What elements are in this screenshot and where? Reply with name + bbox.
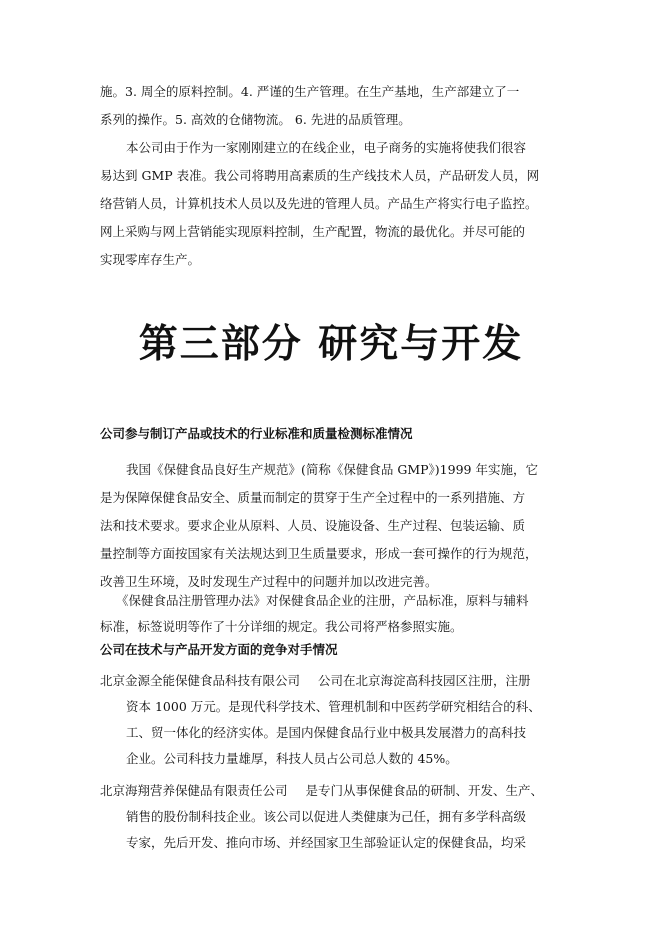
intro-paragraph-1 bbox=[100, 78, 560, 134]
text-line: 本公司由于作为一家刚刚建立的在线企业，电子商务的实施将使我们很容 bbox=[126, 140, 527, 155]
text-line: 法和技术要求。要求企业从原料、人员、设施设备、生产过程、包装运输、质 bbox=[100, 518, 526, 533]
competitor-name: 北京金源全能保健食品科技有限公司 bbox=[100, 673, 301, 688]
section-title: 第三部分 研究与开发 bbox=[138, 322, 524, 367]
heading-competitors: 公司在技术与产品开发方面的竞争对手情况 bbox=[100, 642, 338, 657]
text-line: 络营销人员，计算机技术人员以及先进的管理人员。产品生产将实行电子监控。 bbox=[100, 196, 538, 211]
text-line: 改善卫生环境，及时发现生产过程中的问题并加以改进完善。 bbox=[100, 574, 438, 589]
competitor-first-line bbox=[100, 778, 560, 804]
heading-industry-standards: 公司参与制订产品或技术的行业标准和质量检测标准情况 bbox=[100, 426, 413, 441]
standards-paragraph-1 bbox=[100, 456, 560, 596]
text-line: 是为保障保健食品安全、质量而制定的贯穿于生产全过程中的一系列措施、方 bbox=[100, 490, 526, 505]
text-line: 《保健食品注册管理办法》对保健食品企业的注册，产品标准，原料与辅料 bbox=[116, 593, 529, 608]
text-line: 系列的操作。5. 高效的仓储物流。 6. 先进的品质管理。 bbox=[100, 112, 411, 127]
competitor-entry bbox=[100, 778, 560, 856]
text-line: 网上采购与网上营销能实现原料控制，生产配置，物流的最优化。并尽可能的 bbox=[100, 224, 526, 239]
text-line: 我国《保健食品良好生产规范》(简称《保健食品 GMP》)1999 年实施，它 bbox=[126, 462, 538, 477]
text-line: 量控制等方面按国家有关法规达到卫生质量要求，形成一套可操作的行为规范， bbox=[100, 546, 538, 561]
competitor-entry bbox=[100, 668, 560, 772]
standards-paragraph-2 bbox=[100, 588, 560, 640]
text-line: 企业。公司科技力量雄厚，科技人员占公司总人数的 45%。 bbox=[126, 751, 458, 766]
text-line: 标准，标签说明等作了十分详细的规定。我公司将严格参照实施。 bbox=[100, 619, 463, 634]
competitor-name: 北京海翔营养保健品有限责任公司 bbox=[100, 783, 288, 798]
text-line: 实现零库存生产。 bbox=[100, 252, 201, 267]
competitor-first-line bbox=[100, 668, 560, 694]
intro-paragraph-2 bbox=[100, 134, 560, 274]
text-line: 工、贸一体化的经济实体。是国内保健食品行业中极具发展潜力的高科技 bbox=[126, 725, 527, 740]
text-line: 公司在北京海淀高科技园区注册，注册 bbox=[318, 673, 531, 688]
text-line: 销售的股份制科技企业。该公司以促进人类健康为己任，拥有多学科高级 bbox=[126, 809, 527, 824]
text-line: 是专门从事保健食品的研制、开发、生产、 bbox=[305, 783, 544, 798]
text-line: 施。3. 周全的原料控制。4. 严谨的生产管理。在生产基地，生产部建立了一 bbox=[100, 84, 520, 99]
text-line: 资本 1000 万元。是现代科学技术、管理机制和中医药学研究相结合的科、 bbox=[126, 699, 541, 714]
text-line: 易达到 GMP 表准。我公司将聘用高素质的生产线技术人员，产品研发人员，网 bbox=[100, 168, 540, 183]
text-line: 专家，先后开发、推向市场、并经国家卫生部验证认定的保健食品，均采 bbox=[126, 835, 527, 850]
